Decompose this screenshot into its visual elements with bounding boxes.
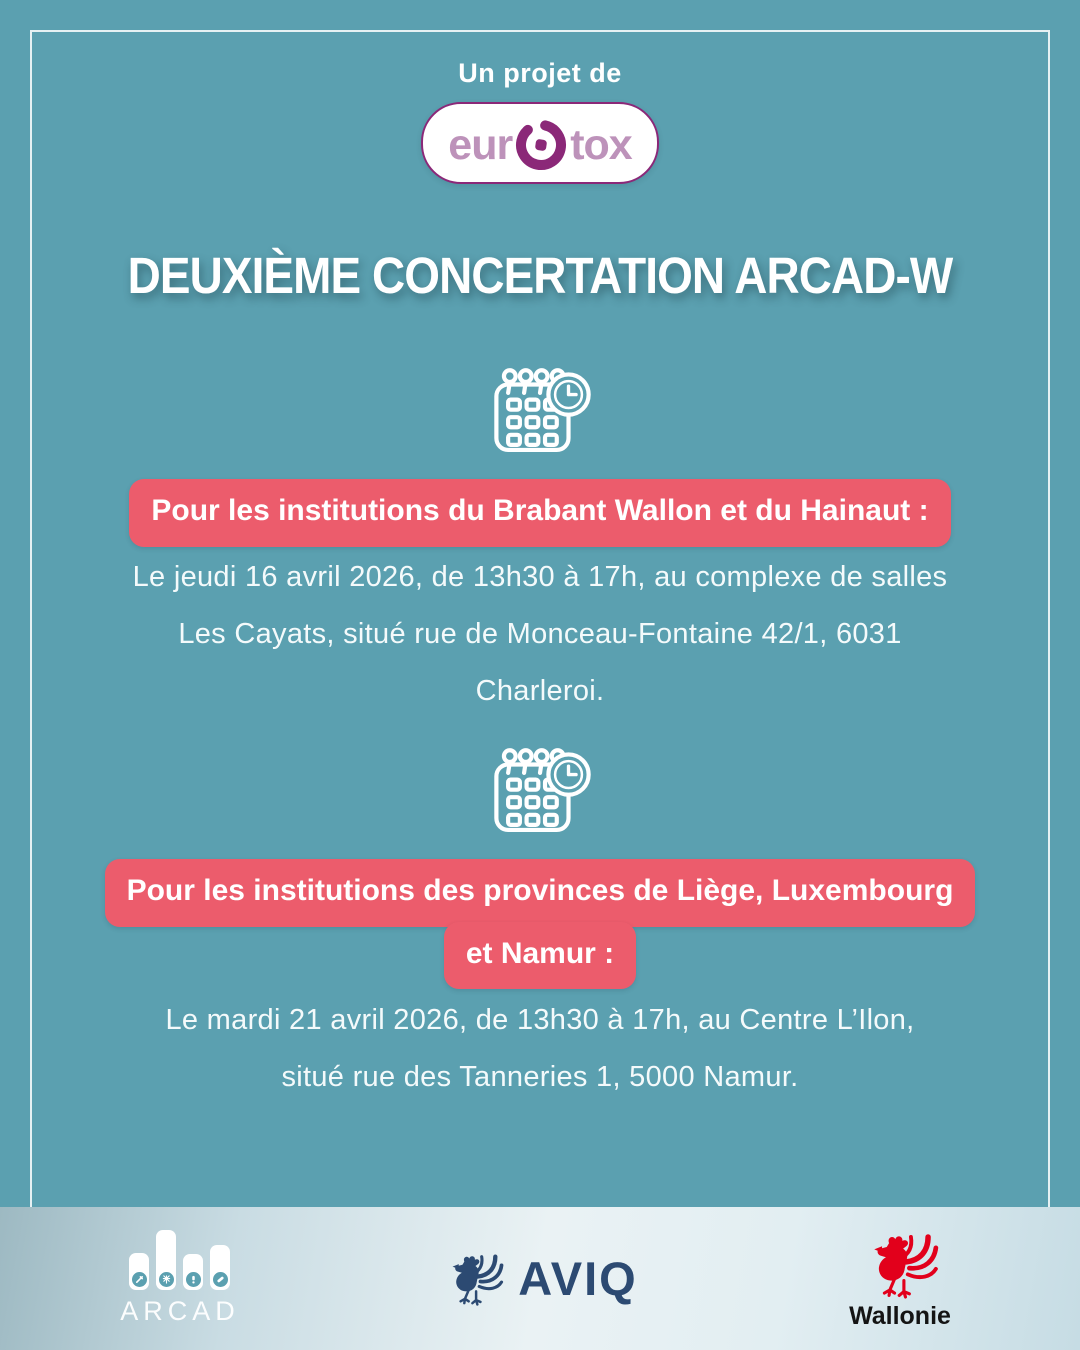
page-title: DEUXIÈME CONCERTATION ARCAD-W: [127, 247, 953, 304]
section-body: [0, 992, 1080, 1106]
cannabis-leaf-icon: [159, 1272, 174, 1287]
section-heading: [0, 859, 1080, 989]
eurotox-logo-text-post: tox: [570, 120, 632, 169]
eurotox-logo: [421, 102, 659, 184]
wallonie-logo-label: Wallonie: [849, 1302, 951, 1330]
section-body: [0, 549, 1080, 720]
calendar-clock-icon: [488, 366, 592, 460]
partner-logos-bar: [0, 1207, 1080, 1350]
wallonie-logo: [849, 1226, 951, 1331]
highlighted-heading-line: Pour les institutions du Brabant Wallon et du Hainaut :: [129, 479, 950, 547]
rooster-icon: [442, 1248, 504, 1310]
body-line: Charleroi.: [475, 675, 605, 707]
eurotox-logo-text-pre: eur: [448, 120, 513, 169]
body-line: Les Cayats, situé rue de Monceau-Fontaine 42/1, 6031: [178, 618, 902, 650]
arcad-logo: [120, 1230, 240, 1327]
arcad-bar: [156, 1230, 176, 1290]
body-line: Le mardi 21 avril 2026, de 13h30 à 17h, au Centre L’Ilon,: [165, 1004, 915, 1036]
arcad-bars-icon: [129, 1230, 230, 1290]
aviq-logo: [442, 1248, 637, 1310]
arcad-bar: [129, 1253, 149, 1290]
pill-bottle-icon: [186, 1272, 201, 1287]
calendar-clock-icon: [488, 746, 592, 840]
eurotox-ring-icon: [513, 114, 569, 172]
body-line: Le jeudi 16 avril 2026, de 13h30 à 17h, au complexe de salles: [132, 561, 948, 593]
arcad-bar: [210, 1245, 230, 1290]
aviq-logo-label: AVIQ: [518, 1252, 638, 1305]
rooster-icon: [861, 1226, 939, 1304]
arcad-logo-label: ARCAD: [120, 1296, 240, 1326]
arcad-bar: [183, 1254, 203, 1290]
project-label: Un projet de: [458, 58, 622, 88]
highlighted-heading-line: Pour les institutions des provinces de Liège, Luxembourg: [105, 859, 976, 927]
body-line: situé rue des Tanneries 1, 5000 Namur.: [281, 1061, 799, 1093]
capsule-icon: [213, 1272, 228, 1287]
syringe-icon: [132, 1272, 147, 1287]
highlighted-heading-line: et Namur :: [444, 922, 636, 990]
section-heading: [0, 479, 1080, 547]
